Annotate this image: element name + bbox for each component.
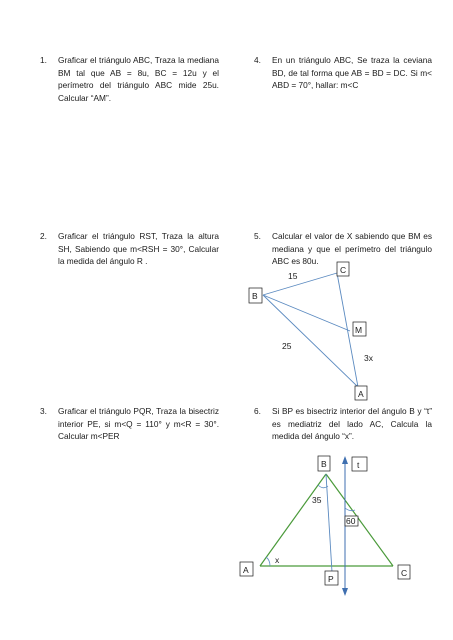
side-bc xyxy=(326,474,393,566)
angle-60-label: 60 xyxy=(346,516,356,526)
label-box-t xyxy=(352,457,367,471)
side-bc-label: 15 xyxy=(288,271,298,281)
arrow-up-icon xyxy=(342,456,348,464)
vertex-b-label: B xyxy=(321,459,327,469)
problem-number: 3. xyxy=(40,406,47,416)
problem-number: 6. xyxy=(254,406,261,416)
segment-mc-label: 3x xyxy=(364,353,373,363)
problem-text: En un triángulo ABC, Se traza la ceviana BD, de tal forma que AB = BD = DC. Si m< ABD = 70°, hallar: m<C xyxy=(272,55,432,91)
angle-35-label: 35 xyxy=(312,495,322,505)
problem-number: 1. xyxy=(40,55,47,65)
line-t-label: t xyxy=(357,460,360,470)
vertex-a-label: A xyxy=(243,565,249,575)
point-m-label: M xyxy=(355,325,363,335)
angle-x-arc xyxy=(266,557,270,566)
angle-x-label: x xyxy=(275,555,280,565)
problem-number: 5. xyxy=(254,231,261,241)
vertex-c-label: C xyxy=(340,265,347,275)
problem-number: 2. xyxy=(40,231,47,241)
vertex-b-label: B xyxy=(252,291,258,301)
problem-text: Graficar el triángulo PQR, Traza la bisectriz interior PE, si m<Q = 110° y m<R = 30°. Calcular m<PER xyxy=(58,406,219,442)
side-ab xyxy=(260,474,326,566)
bisector-bp xyxy=(326,474,332,572)
arrow-down-icon xyxy=(342,588,348,596)
vertex-a-label: A xyxy=(358,389,364,399)
problem-text: Graficar el triángulo RST, Traza la altura SH, Sabiendo que m<RSH = 30°, Calcular la medida del ángulo R . xyxy=(58,231,219,267)
problem-text: Si BP es bisectriz interior del ángulo B y “t” es mediatriz del lado AC, Calcula la medida del ángulo “x”. xyxy=(272,406,432,442)
problem-text: Graficar el triángulo ABC, Traza la mediana BM tal que AB = 8u, BC = 12u y el perímetro del triángulo ABC mide 25u. Calcular “AM”. xyxy=(58,55,219,103)
point-p-label: P xyxy=(328,574,334,584)
vertex-c-label: C xyxy=(401,568,408,578)
problem-number: 4. xyxy=(254,55,261,65)
angle-60-arc xyxy=(345,508,355,511)
side-ba-label: 25 xyxy=(282,341,292,351)
problem-text: Calcular el valor de X sabiendo que BM es mediana y que el perímetro del triángulo ABC es 80u. xyxy=(272,231,432,267)
